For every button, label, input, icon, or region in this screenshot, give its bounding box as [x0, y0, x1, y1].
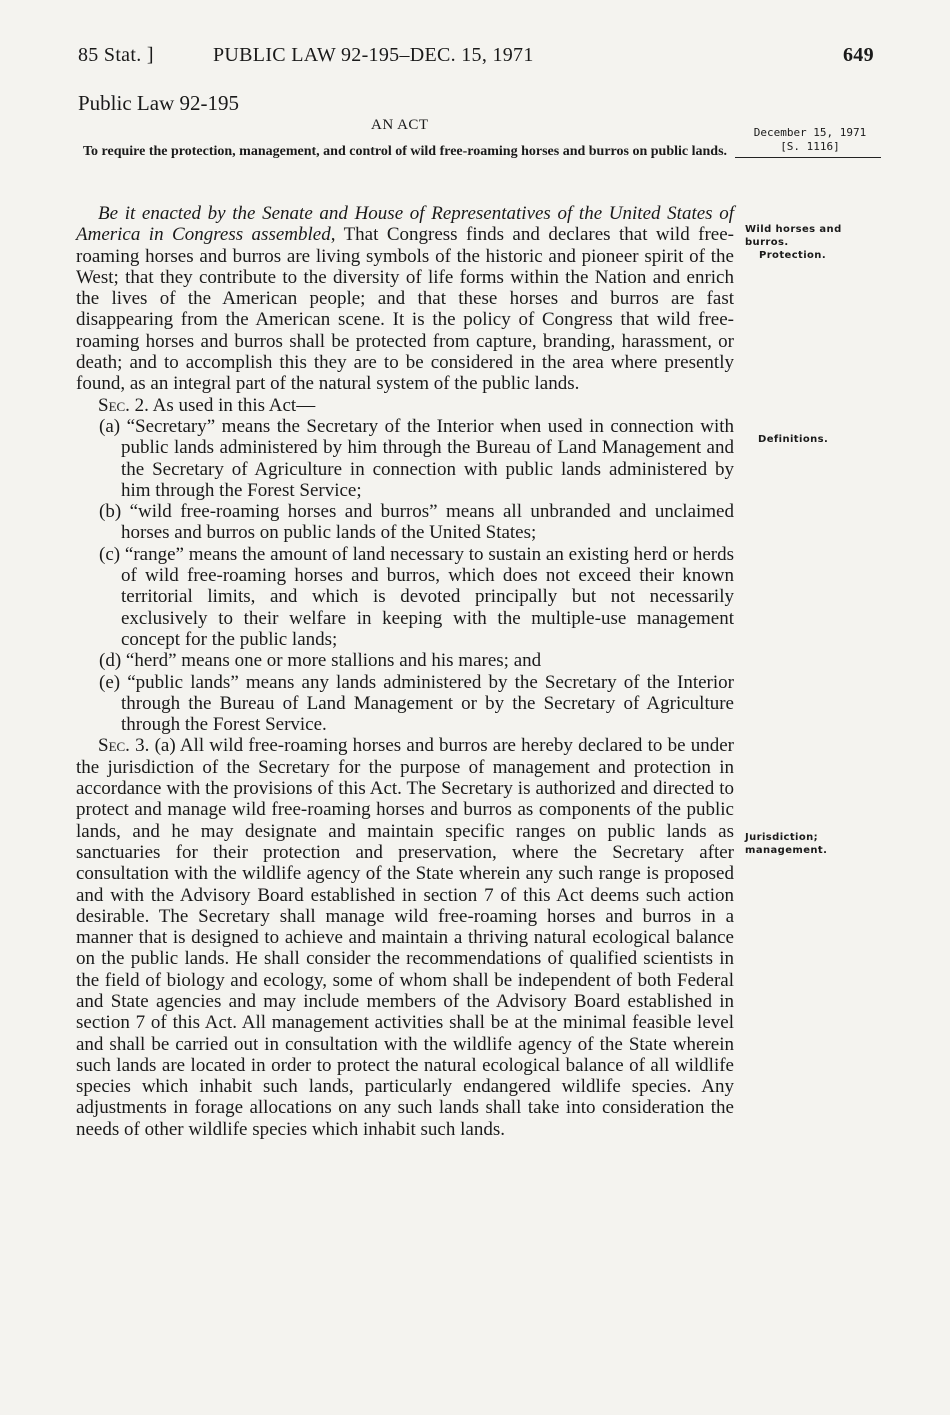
definition-d: (d) “herd” means one or more stallions and his mares; and — [99, 650, 542, 672]
page-number: 649 — [843, 44, 874, 66]
section-2-intro: As used in this Act— — [148, 394, 316, 416]
act-body — [76, 203, 734, 1140]
margin-date: December 15, 1971 — [753, 126, 867, 139]
definition-b: (b) “wild free-roaming horses and burros” means all unbranded and unclaimed horses and burros on public lands of the United States; — [99, 501, 734, 544]
definition-c: (c) “range” means the amount of land necessary to sustain an existing herd or herds of wild free-roaming horses and burros, which does not exceed their known territorial limits, and which is devoted principally but not necessarily exclusively to their welfare in keeping with the multiple-use management concept for the public lands; — [99, 543, 734, 650]
section-3-label: Sec. 3. — [98, 735, 150, 757]
section-2-label: Sec. 2. — [98, 394, 149, 416]
section-3 — [76, 735, 734, 1140]
margin-rule — [735, 157, 881, 158]
section-2-heading — [76, 395, 734, 416]
act-purpose: To require the protection, management, and control of wild free-roaming horses and burros on public lands. — [82, 144, 728, 159]
margin-note-wild-text: Wild horses and burros. — [745, 224, 842, 248]
section-3-text: (a) All wild free-roaming horses and burros are hereby declared to be under the jurisdiction of the Secretary for the purpose of management and protection in accordance with the provisions of this Act. The Secretary is authorized and directed to protect and manage wild free-roaming horses and burros as components of the public lands, and he may designate and maintain specific ranges on public lands as sanctuaries for their protection and preservation, where the Secretary after consultation with the wildlife agency of the State wherein any such range is proposed and with the Advisory Board established in section 7 of this Act deems such action desirable. The Secretary shall manage wild free-roaming horses and burros in a manner that is designed to achieve and maintain a thriving natural ecological balance on the public lands. He shall consider the recommendations of qualified scientists in the field of biology and ecology, some of whom shall be independent of both Federal and State agencies and may include members of the Advisory Board established in section 7 of this Act. All management activities shall be at the minimal feasible level and shall be carried out in consultation with the wildlife agency of the State wherein such lands are located in order to protect the natural ecological balance of all wildlife species which inhabit such lands, particularly endangered wildlife species. Any adjustments in forage allocations on any such lands shall take into consideration the needs of other wildlife species which inhabit such lands. — [76, 735, 734, 1140]
enacting-formula: Be it enacted by the Senate and House of Representatives of the United States of America in Congress assembled — [76, 203, 734, 246]
enacting-clause — [76, 203, 734, 395]
public-law-number: Public Law 92-195 — [78, 91, 239, 115]
running-head-volume: 85 Stat. ] — [78, 44, 154, 66]
running-head-title: PUBLIC LAW 92-195–DEC. 15, 1971 — [213, 44, 534, 66]
margin-note-definitions: Definitions. — [758, 434, 829, 445]
margin-note-protection: Protection. — [759, 250, 827, 261]
definition-a: (a) “Secretary” means the Secretary of the Interior when used in connection with public lands administered by him through the Bureau of Land Management and the Secretary of Agriculture in connection with public lands administered by him through the Forest Service; — [99, 415, 734, 501]
margin-note-wild-horses — [745, 223, 880, 262]
margin-note-jurisdiction: Jurisdiction; management. — [745, 832, 828, 856]
act-label: AN ACT — [371, 117, 429, 133]
definition-e: (e) “public lands” means any lands administered by the Secretary of the Interior through the Bureau of Land Management or by the Secretary of Agriculture through the Forest Service. — [99, 671, 734, 736]
margin-bill-number: [S. 1116] — [780, 140, 840, 153]
margin-date-block — [738, 126, 882, 154]
section-1-text: , That Congress finds and declares that wild free-roaming horses and burros are living symbols of the historic and pioneer spirit of the West; that they contribute to the diversity of life forms within the Nation and enrich the lives of the American people; and that these horses and burros are fast disappearing from the American scene. It is the policy of Congress that wild free-roaming horses and burros shall be protected from capture, branding, harassment, or death; and to accomplish this they are to be considered in the area where presently found, as an integral part of the natural system of the public lands. — [76, 224, 734, 395]
